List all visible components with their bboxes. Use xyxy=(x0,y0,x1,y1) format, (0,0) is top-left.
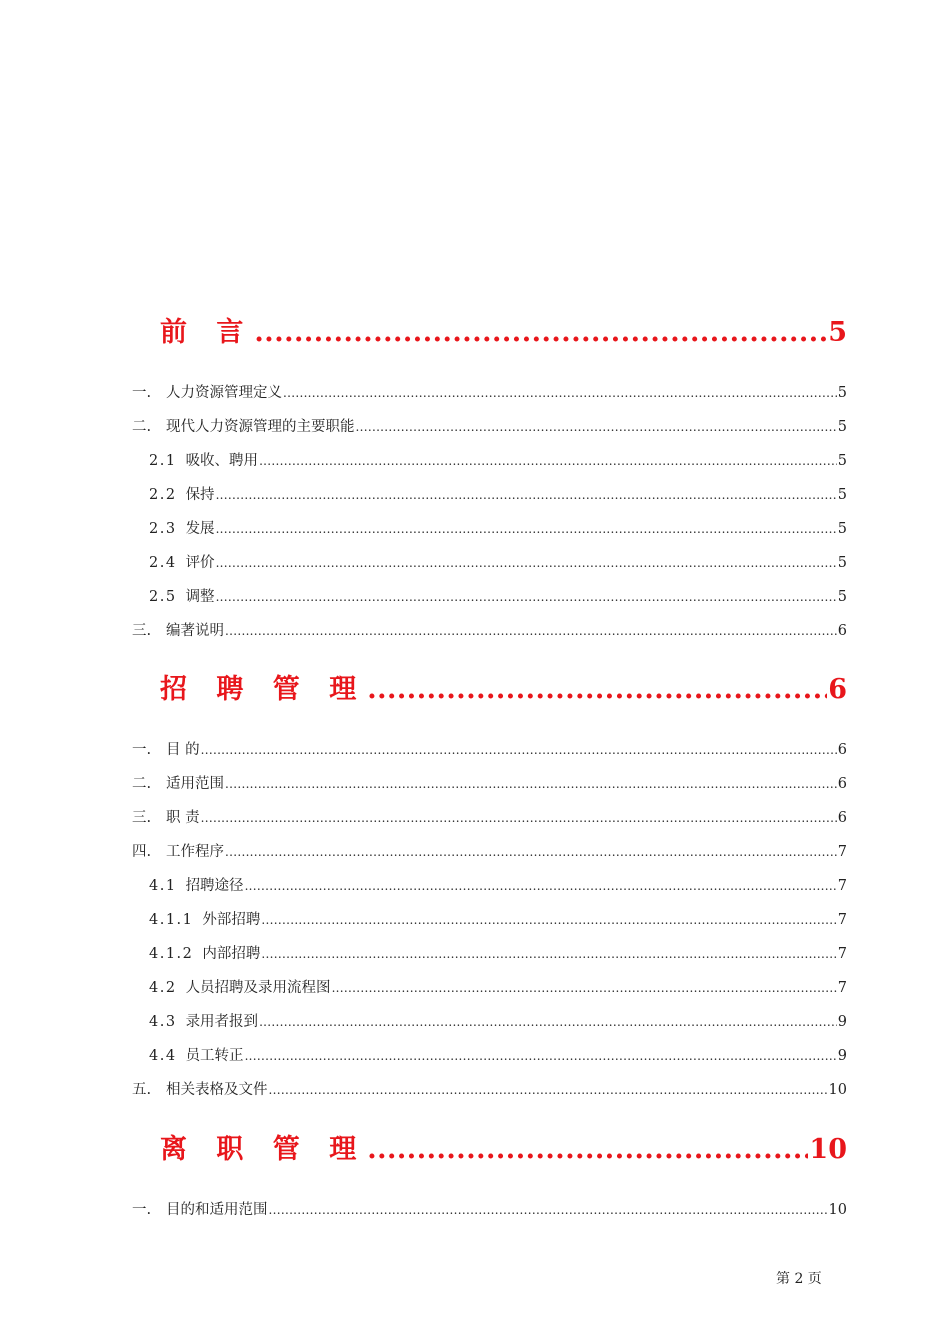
toc-entry-number: 2.5 xyxy=(149,589,177,605)
toc-entry-number: 一. xyxy=(132,742,152,758)
toc-entry-text: 保持 xyxy=(185,487,215,503)
toc-entry-number: 2.2 xyxy=(149,487,177,503)
toc-entry-text: 职 责 xyxy=(166,810,200,826)
toc-heading-recruitment[interactable] xyxy=(160,667,847,707)
toc-entry-text: 目 的 xyxy=(166,742,200,758)
dot-leader xyxy=(216,521,837,537)
toc-entry-page: 5 xyxy=(837,487,847,503)
toc-entry-number: 二. xyxy=(132,419,152,435)
toc-entry-number: 二. xyxy=(132,776,152,792)
toc-entry[interactable] xyxy=(149,908,847,932)
toc-entry-text: 员工转正 xyxy=(185,1048,244,1064)
toc-entry[interactable] xyxy=(132,415,847,439)
toc-entry-text: 内部招聘 xyxy=(202,946,261,962)
toc-entry-page: 7 xyxy=(837,878,847,894)
toc-entry-number: 2.1 xyxy=(149,453,177,469)
toc-entry-page: 10 xyxy=(828,1202,847,1218)
toc-heading-resignation[interactable] xyxy=(160,1127,847,1167)
toc-entry[interactable] xyxy=(149,551,847,575)
toc-entry-number: 4.1 xyxy=(149,878,177,894)
dot-leader xyxy=(259,1014,837,1030)
dot-leader xyxy=(261,912,836,928)
toc-entry-page: 7 xyxy=(837,980,847,996)
toc-entry-text: 招聘途径 xyxy=(185,878,244,894)
dot-leader xyxy=(216,487,837,503)
toc-entry-number: 2.3 xyxy=(149,521,177,537)
toc-entry-page: 10 xyxy=(828,1082,847,1098)
toc-entry-page: 5 xyxy=(837,385,847,401)
dot-leader xyxy=(245,878,837,894)
toc-entry[interactable] xyxy=(132,772,847,796)
toc-entry-number: 4.3 xyxy=(149,1014,177,1030)
toc-entry-page: 6 xyxy=(837,742,847,758)
dot-leader xyxy=(201,742,837,758)
toc-entry-text: 工作程序 xyxy=(166,844,224,860)
toc-entry[interactable] xyxy=(149,585,847,609)
toc-entry-text: 适用范围 xyxy=(166,776,224,792)
dot-leader xyxy=(283,385,837,401)
dot-leader xyxy=(269,1082,828,1098)
toc-entry[interactable] xyxy=(149,517,847,541)
dot-leader xyxy=(269,1202,828,1218)
dot-leader xyxy=(367,1134,808,1165)
toc-entry-text: 相关表格及文件 xyxy=(166,1082,268,1098)
dot-leader xyxy=(216,555,837,571)
page-number-footer: 第 2 页 xyxy=(776,1271,822,1287)
toc-entry-number: 4.1.1 xyxy=(149,912,194,928)
toc-entry-number: 一. xyxy=(132,385,152,401)
dot-leader xyxy=(225,844,837,860)
toc-entry-page: 6 xyxy=(837,623,847,639)
toc-heading-title: 前 言 xyxy=(160,317,254,348)
toc-heading-page: 10 xyxy=(809,1134,847,1165)
toc-heading-page: 6 xyxy=(828,674,847,705)
toc-entry-text: 现代人力资源管理的主要职能 xyxy=(166,419,355,435)
toc-entry[interactable] xyxy=(149,449,847,473)
toc-entry-text: 调整 xyxy=(185,589,215,605)
toc-entry-page: 5 xyxy=(837,521,847,537)
toc-entry-text: 评价 xyxy=(185,555,215,571)
toc-entry-page: 7 xyxy=(837,844,847,860)
toc-entry-page: 7 xyxy=(837,946,847,962)
dot-leader xyxy=(201,810,837,826)
toc-entry[interactable] xyxy=(149,483,847,507)
toc-entry-number: 2.4 xyxy=(149,555,177,571)
toc-entry-number: 4.1.2 xyxy=(149,946,194,962)
toc-entry[interactable] xyxy=(132,619,847,643)
toc-entry-page: 6 xyxy=(837,810,847,826)
dot-leader xyxy=(245,1048,837,1064)
toc-heading-title: 离 职 管 理 xyxy=(160,1134,367,1165)
toc-entry-text: 人员招聘及录用流程图 xyxy=(185,980,331,996)
toc-entry[interactable] xyxy=(132,1078,847,1102)
dot-leader xyxy=(356,419,837,435)
toc-entry-text: 目的和适用范围 xyxy=(166,1202,268,1218)
toc-entry-text: 吸收、聘用 xyxy=(185,453,259,469)
toc-entry-number: 4.4 xyxy=(149,1048,177,1064)
toc-entry-page: 5 xyxy=(837,589,847,605)
toc-entry[interactable] xyxy=(132,1198,847,1222)
dot-leader xyxy=(332,980,837,996)
toc-entry-text: 录用者报到 xyxy=(185,1014,259,1030)
toc-entry[interactable] xyxy=(132,840,847,864)
toc-entry-text: 发展 xyxy=(185,521,215,537)
dot-leader xyxy=(261,946,836,962)
toc-entry-text: 人力资源管理定义 xyxy=(166,385,282,401)
toc-entry-page: 9 xyxy=(837,1014,847,1030)
toc-entry-page: 6 xyxy=(837,776,847,792)
toc-entry-page: 5 xyxy=(837,453,847,469)
dot-leader xyxy=(216,589,837,605)
toc-entry[interactable] xyxy=(149,874,847,898)
toc-entry-text: 编著说明 xyxy=(166,623,224,639)
dot-leader xyxy=(225,623,837,639)
toc-entry[interactable] xyxy=(149,976,847,1000)
toc-entry-number: 三. xyxy=(132,623,152,639)
toc-entry-number: 三. xyxy=(132,810,152,826)
dot-leader xyxy=(259,453,837,469)
toc-entry[interactable] xyxy=(149,1044,847,1068)
toc-entry[interactable] xyxy=(149,942,847,966)
toc-entry-number: 五. xyxy=(132,1082,152,1098)
toc-heading-preface[interactable] xyxy=(160,310,847,350)
toc-entry[interactable] xyxy=(132,381,847,405)
toc-entry[interactable] xyxy=(132,738,847,762)
toc-entry-text: 外部招聘 xyxy=(202,912,261,928)
toc-entry-page: 7 xyxy=(837,912,847,928)
toc-entry-page: 9 xyxy=(837,1048,847,1064)
toc-entry-page: 5 xyxy=(837,555,847,571)
dot-leader xyxy=(254,317,827,348)
toc-entry-number: 4.2 xyxy=(149,980,177,996)
toc-entry[interactable] xyxy=(149,1010,847,1034)
toc-entry-page: 5 xyxy=(837,419,847,435)
dot-leader xyxy=(367,674,827,705)
dot-leader xyxy=(225,776,837,792)
toc-entry-number: 一. xyxy=(132,1202,152,1218)
toc-heading-title: 招 聘 管 理 xyxy=(160,674,367,705)
toc-entry[interactable] xyxy=(132,806,847,830)
toc-heading-page: 5 xyxy=(828,317,847,348)
toc-entry-number: 四. xyxy=(132,844,152,860)
